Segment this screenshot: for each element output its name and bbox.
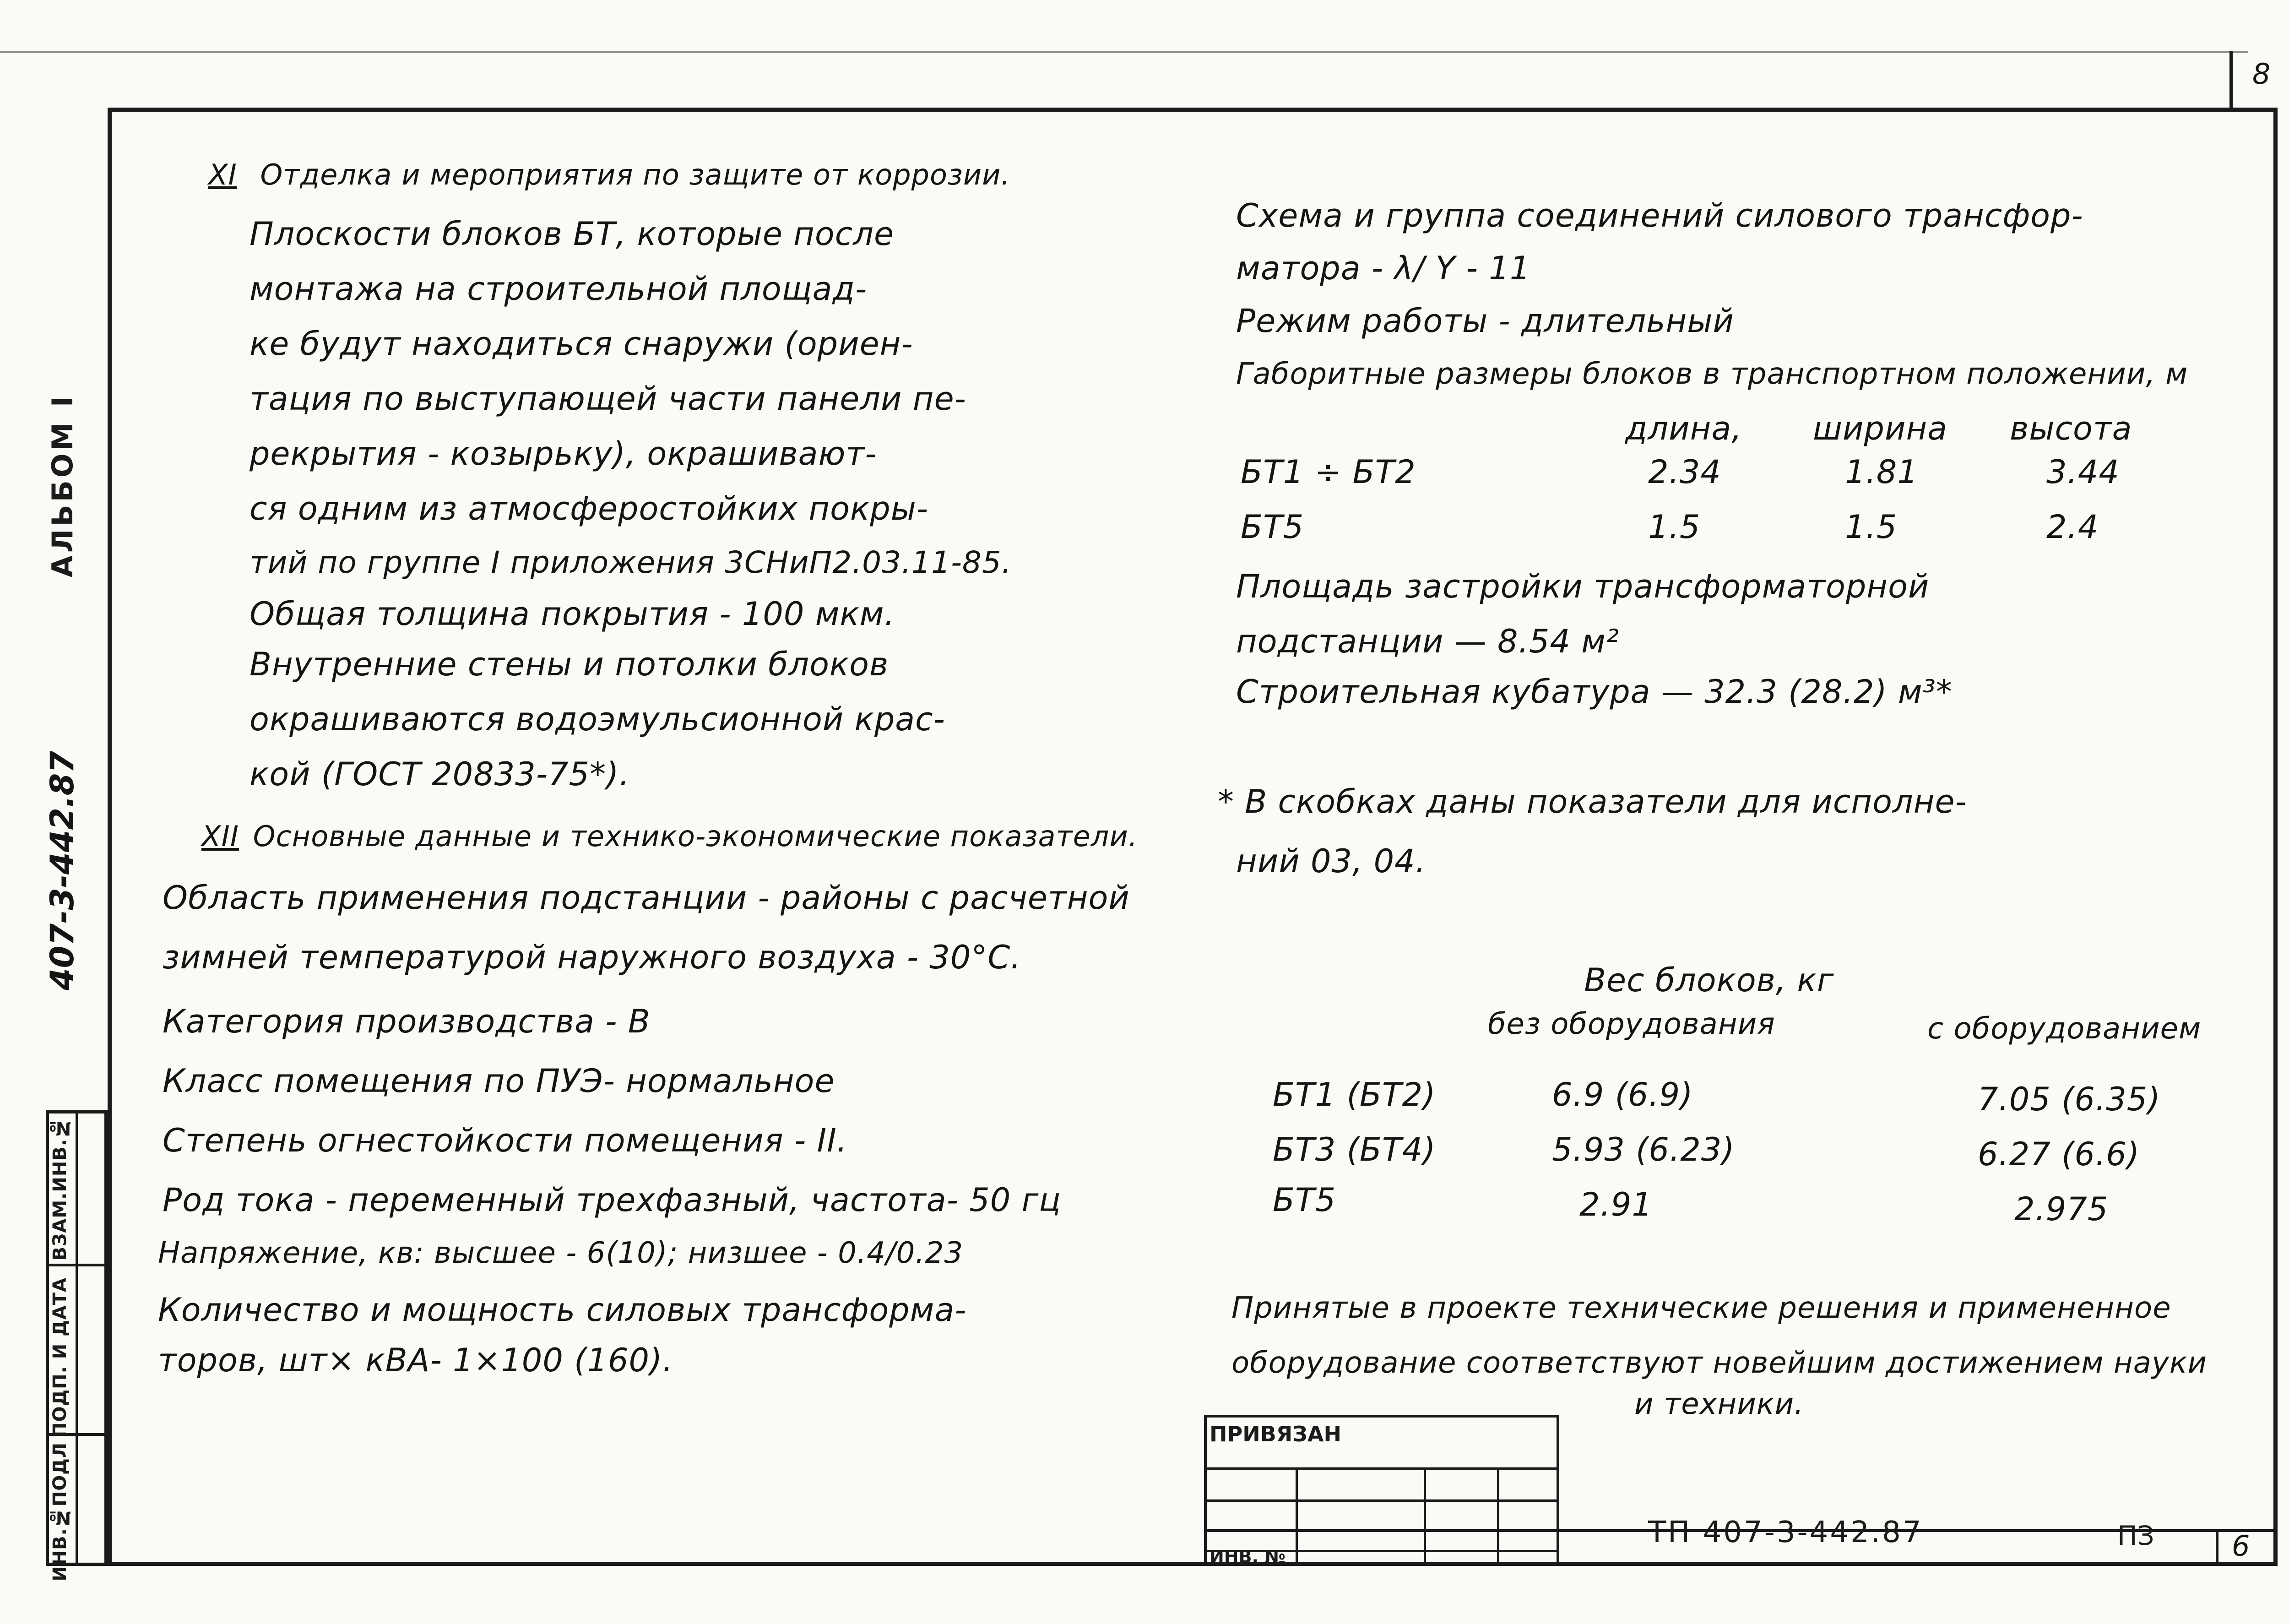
dims-row-width: 1.81	[1845, 453, 1918, 491]
dims-row-length: 2.34	[1648, 453, 1721, 491]
inv-number-label: ИНВ. №	[1210, 1547, 1286, 1567]
sheet-number: 6	[2232, 1529, 2250, 1563]
privyazan-label: ПРИВЯЗАН	[1210, 1422, 1341, 1446]
stamp-label-sign: ПОДП. И ДАТА	[49, 1277, 71, 1438]
weight-row-name: БТ3 (БТ4)	[1273, 1131, 1436, 1168]
weight-header-without: без оборудования	[1488, 1007, 1775, 1041]
section12-line: Область применения подстанции - районы с расчетной	[163, 879, 1130, 917]
section12-line: зимней температурой наружного воздуха - 30°С.	[163, 939, 1021, 976]
section12-line: Категория производства - В	[163, 1003, 651, 1040]
section11-line: окрашиваются водоэмульсионной крас-	[250, 701, 945, 738]
section12-title: Основные данные и технико-экономические показатели.	[253, 820, 1138, 853]
document-type: ПЗ	[2117, 1520, 2154, 1551]
dims-header-length: длина,	[1625, 410, 1742, 447]
weight-row-name: БТ1 (БТ2)	[1273, 1076, 1436, 1113]
section12-line: Род тока - переменный трехфазный, частота- 50 гц	[163, 1181, 1061, 1219]
section11-line: тий по группе I приложения 3СНиП2.03.11-85.	[250, 545, 1012, 580]
section11-line: ке будут находиться снаружи (ориен-	[250, 325, 913, 363]
dims-row-height: 2.4	[2046, 508, 2099, 546]
section12-line: торов, шт× кВА- 1×100 (160).	[158, 1342, 673, 1379]
operating-mode: Режим работы - длительный	[1236, 302, 1735, 340]
section12-heading	[201, 820, 1138, 853]
stamp-label-inv: ИНВ.№ПОДЛ	[49, 1442, 71, 1581]
area-line: Площадь застройки трансформаторной	[1236, 568, 1930, 605]
section11-line: Плоскости блоков БТ, которые после	[250, 215, 895, 253]
weight-row-with: 7.05 (6.35)	[1978, 1081, 2161, 1118]
weight-row-without: 2.91	[1579, 1186, 1653, 1223]
section12-line: Напряжение, кв: высшее - 6(10); низшее - 0.4/0.23	[158, 1236, 964, 1270]
top-border-line	[0, 51, 2248, 53]
dims-header-width: ширина	[1813, 410, 1948, 447]
section11-line: кой (ГОСТ 20833-75*).	[250, 755, 630, 793]
conclusion-line: и техники.	[1634, 1387, 1804, 1421]
conclusion-line: оборудование соответствуют новейшим достижением науки	[1231, 1346, 2208, 1380]
conclusion-line: Принятые в проекте технические решения и примененное	[1231, 1291, 2171, 1325]
weight-row-without: 5.93 (6.23)	[1552, 1131, 1735, 1168]
section11-line: ся одним из атмосферостойких покры-	[250, 490, 929, 527]
doc-code-vertical: 407-3-442.87	[43, 751, 81, 991]
weight-title: Вес блоков, кг	[1584, 961, 1834, 999]
dims-row-name: БТ1 ÷ БТ2	[1241, 453, 1416, 491]
section11-line: Внутренние стены и потолки блоков	[250, 646, 889, 683]
section11-line: Общая толщина покрытия - 100 мкм.	[250, 595, 895, 633]
weight-header-with: с оборудованием	[1927, 1012, 2202, 1046]
dims-row-width: 1.5	[1845, 508, 1898, 546]
dimensions-title: Габоритные размеры блоков в транспортном положении, м	[1236, 357, 2188, 391]
section11-heading	[208, 158, 1010, 191]
weight-row-without: 6.9 (6.9)	[1552, 1076, 1693, 1113]
dims-row-height: 3.44	[2046, 453, 2120, 491]
footnote-line: ний 03, 04.	[1236, 842, 1426, 880]
section12-line: Количество и мощность силовых трансформа-	[158, 1291, 967, 1329]
section11-title: Отделка и мероприятия по защите от коррозии.	[260, 158, 1011, 191]
dims-header-height: высота	[2010, 410, 2132, 447]
scheme-line: матора - λ/ Y - 11	[1236, 250, 1531, 287]
section12-line: Степень огнестойкости помещения - II.	[163, 1122, 848, 1159]
area-line: подстанции — 8.54 м²	[1236, 623, 1620, 660]
scheme-line: Схема и группа соединений силового трансфор-	[1236, 197, 2083, 234]
section12-number: XII	[201, 820, 239, 853]
section12-line: Класс помещения по ПУЭ- нормальное	[163, 1062, 835, 1100]
stamp-label-replace: ВЗАМ.ИНВ.№	[49, 1117, 71, 1261]
stamp-divider	[46, 1264, 108, 1266]
weight-row-with: 2.975	[2014, 1190, 2109, 1228]
album-label: АЛЬБОМ I	[46, 394, 79, 578]
stamp-divider-vertical	[76, 1110, 78, 1566]
building-volume: Строительная кубатура — 32.3 (28.2) м³*	[1236, 673, 1953, 711]
dims-row-name: БТ5	[1241, 508, 1304, 546]
weight-row-name: БТ5	[1273, 1181, 1336, 1219]
section11-number: XI	[208, 158, 237, 191]
dims-row-length: 1.5	[1648, 508, 1701, 546]
weight-row-with: 6.27 (6.6)	[1978, 1135, 2140, 1173]
footnote-line: * В скобках даны показатели для исполне-	[1218, 783, 1967, 820]
section11-line: рекрытия - козырьку), окрашивают-	[250, 435, 877, 473]
section11-line: тация по выступающей части панели пе-	[250, 380, 966, 418]
document-code: ТП 407-3-442.87	[1648, 1515, 1923, 1549]
section11-line: монтажа на строительной площад-	[250, 270, 868, 308]
page-number: 8	[2252, 57, 2271, 91]
